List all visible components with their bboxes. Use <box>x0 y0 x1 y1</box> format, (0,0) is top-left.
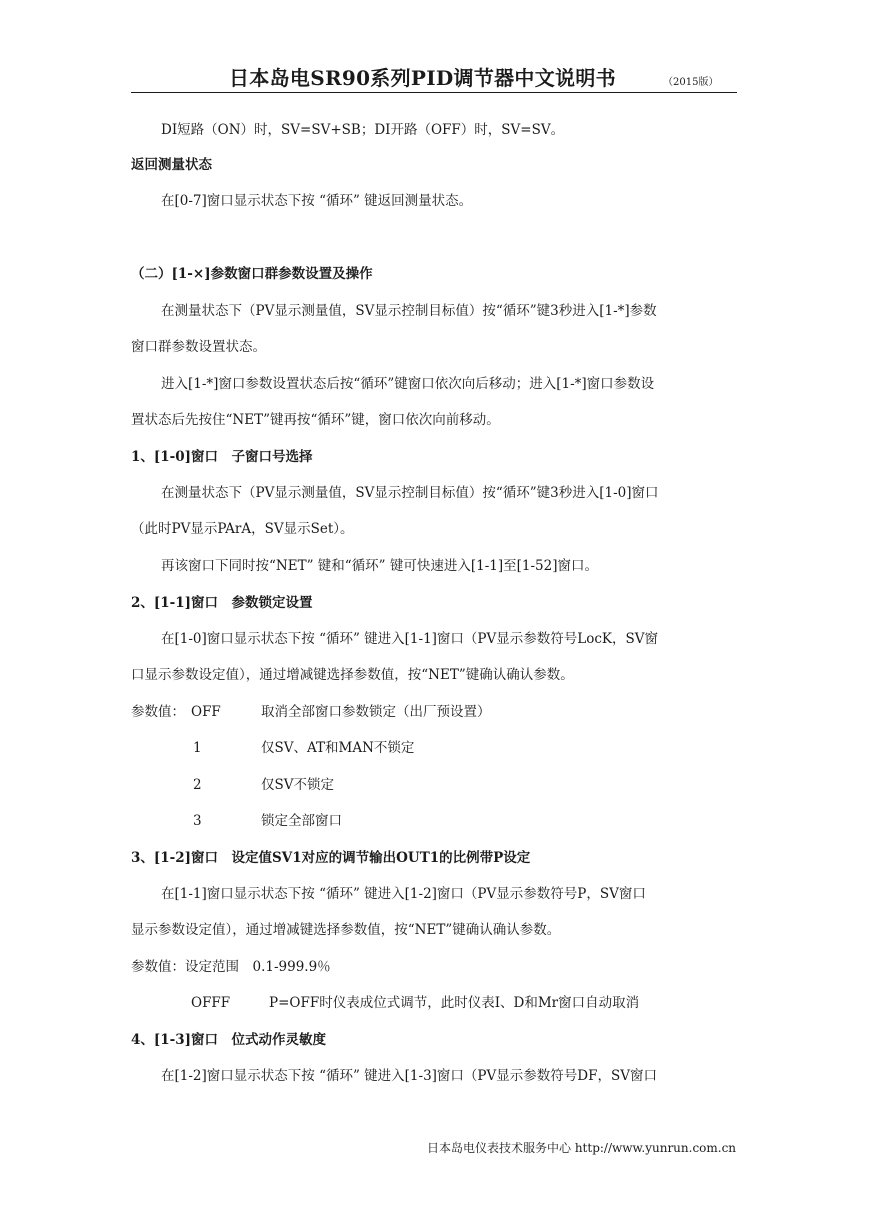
paragraph-line: 在[1-0]窗口显示状态下按 “循环” 键进入[1-1]窗口（PV显示参数符号LocK，SV窗 <box>161 631 659 647</box>
header-title: 日本岛电SR90系列PID调节器中文说明书 <box>229 66 616 90</box>
paragraph-line: 再该窗口下同时按“NET” 键和“循环” 键可快速进入[1-1]至[1-52]窗口。 <box>161 558 598 574</box>
param-desc-2: 仅SV不锁定 <box>261 777 334 793</box>
header-rule <box>131 92 737 93</box>
heading-window-1-1: 2、[1-1]窗口 参数锁定设置 <box>131 595 313 611</box>
heading-window-1-0: 1、[1-0]窗口 子窗口号选择 <box>131 449 313 465</box>
param-value-off: OFF <box>191 704 221 720</box>
param-value-2: 2 <box>193 777 202 793</box>
page-header <box>131 62 737 92</box>
param-desc-offf: P=OFF时仪表成位式调节，此时仪表I、D和Mr窗口自动取消 <box>269 995 640 1011</box>
param-desc-3: 锁定全部窗口 <box>261 813 342 829</box>
param-label: 参数值： <box>131 704 185 720</box>
param-desc-off: 取消全部窗口参数锁定（出厂预设置） <box>261 704 491 720</box>
param-range: 参数值：设定范围 0.1-999.9％ <box>131 959 331 975</box>
paragraph-line: 在测量状态下（PV显示测量值，SV显示控制目标值）按“循环”键3秒进入[1-*]参数 <box>161 303 657 319</box>
paragraph-return-measure: 在[0-7]窗口显示状态下按 “循环” 键返回测量状态。 <box>161 193 473 209</box>
paragraph-line: 进入[1-*]窗口参数设置状态后按“循环”键窗口依次向后移动；进入[1-*]窗口参数设 <box>161 376 655 392</box>
paragraph-line: 在[1-1]窗口显示状态下按 “循环” 键进入[1-2]窗口（PV显示参数符号P，SV窗口 <box>161 886 646 902</box>
paragraph-line: 置状态后先按住“NET”键再按“循环”键，窗口依次向前移动。 <box>131 412 500 428</box>
paragraph-line: 在[1-2]窗口显示状态下按 “循环” 键进入[1-3]窗口（PV显示参数符号DF，SV窗口 <box>161 1068 657 1084</box>
header-edition: （2015版） <box>663 77 719 88</box>
heading-return-measure: 返回测量状态 <box>131 157 212 173</box>
param-value-3: 3 <box>193 813 202 829</box>
paragraph-line: 在测量状态下（PV显示测量值，SV显示控制目标值）按“循环”键3秒进入[1-0]窗口 <box>161 485 659 501</box>
heading-window-1-3: 4、[1-3]窗口 位式动作灵敏度 <box>131 1032 327 1048</box>
heading-window-1-2: 3、[1-2]窗口 设定值SV1对应的调节输出OUT1的比例带P设定 <box>131 850 531 866</box>
param-desc-1: 仅SV、AT和MAN不锁定 <box>261 740 415 756</box>
paragraph-line: 窗口群参数设置状态。 <box>131 339 266 355</box>
page-footer: 日本岛电仪表技术服务中心 http://www.yunrun.com.cn <box>427 1141 737 1155</box>
paragraph-di-state: DI短路（ON）时，SV=SV+SB；DI开路（OFF）时，SV=SV。 <box>161 122 565 138</box>
paragraph-line: 显示参数设定值），通过增减键选择参数值，按“NET”键确认确认参数。 <box>131 922 561 938</box>
param-value-1: 1 <box>193 740 202 756</box>
paragraph-line: 口显示参数设定值），通过增减键选择参数值，按“NET”键确认确认参数。 <box>131 667 574 683</box>
paragraph-line: （此时PV显示PArA，SV显示Set）。 <box>131 521 354 537</box>
heading-section-2: （二）[1-×]参数窗口群参数设置及操作 <box>131 266 373 282</box>
param-value-offf: OFFF <box>191 995 231 1011</box>
